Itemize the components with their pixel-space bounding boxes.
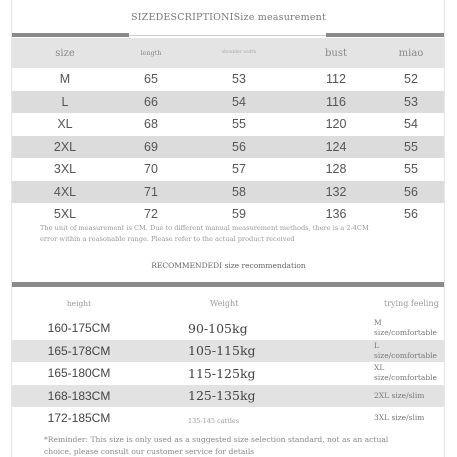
- header-height: height: [66, 299, 92, 308]
- cell-shoulder: 53: [232, 72, 246, 87]
- cell-length: 69: [144, 139, 158, 154]
- cell-length: 66: [144, 94, 158, 109]
- cell-size: 2XL: [53, 139, 77, 154]
- title-bar-right: [326, 33, 444, 37]
- cell-shoulder: 54: [232, 94, 246, 109]
- table-row: [12, 407, 444, 430]
- cell-fit: 3XL size/slim: [374, 413, 425, 423]
- cell-miao: 52: [404, 72, 418, 87]
- table-header-row: [12, 290, 444, 317]
- cell-miao: 54: [404, 117, 418, 132]
- cell-fit: 2XL size/slim: [374, 390, 425, 400]
- cell-fit: M size/comfortable: [374, 318, 437, 338]
- cell-size: XL: [57, 117, 73, 132]
- size-measurement-table: [12, 38, 444, 226]
- cell-bust: 132: [325, 184, 347, 199]
- table-header-row: [12, 38, 444, 68]
- cell-height: 165-178CM: [47, 343, 111, 358]
- title-bar: [12, 282, 444, 287]
- cell-weight: 90-105kg: [188, 320, 248, 336]
- cell-miao: 53: [404, 94, 418, 109]
- table-row: [12, 68, 444, 91]
- cell-length: 72: [144, 207, 158, 222]
- cell-bust: 112: [326, 72, 346, 87]
- table-row: [12, 317, 444, 340]
- cell-height: 168-183CM: [47, 388, 111, 403]
- table-row: [12, 158, 444, 181]
- reminder-note: *Reminder: This size is only used as a suggested size selection standard, not as an actual choice, please consult our customer service for details: [44, 435, 389, 456]
- cell-bust: 124: [325, 139, 347, 154]
- cell-shoulder: 55: [232, 117, 246, 132]
- header-miao: miao: [398, 47, 424, 59]
- cell-weight: 125-135kg: [188, 388, 256, 404]
- table-row: [12, 91, 444, 114]
- cell-miao: 55: [404, 139, 418, 154]
- cell-length: 68: [144, 117, 158, 132]
- cell-shoulder: 59: [232, 207, 246, 222]
- cell-weight: 115-125kg: [188, 365, 256, 381]
- cell-length: 65: [144, 72, 158, 87]
- cell-height: 160-175CM: [47, 321, 111, 336]
- cell-shoulder: 56: [232, 139, 246, 154]
- size-measurement-title: SIZEDESCRIPTIONISize measurement: [131, 12, 326, 23]
- cell-miao: 55: [404, 162, 418, 177]
- size-recommendation-title: RECOMMENDEDI size recommendation: [151, 261, 306, 270]
- cell-weight: 105-115kg: [188, 343, 256, 359]
- cell-bust: 116: [326, 94, 346, 109]
- cell-bust: 128: [325, 162, 347, 177]
- cell-size: 5XL: [53, 207, 77, 222]
- header-size: size: [55, 47, 75, 59]
- cell-height: 165-180CM: [47, 366, 111, 381]
- cell-size: M: [59, 72, 71, 87]
- header-fit: trying feeling: [384, 299, 439, 308]
- cell-bust: 136: [325, 207, 347, 222]
- cell-bust: 120: [325, 117, 347, 132]
- table-row: [12, 113, 444, 136]
- table-row: [12, 181, 444, 204]
- cell-length: 70: [144, 162, 158, 177]
- size-recommendation-table: [12, 290, 444, 430]
- cell-weight: 135-145 cattles: [188, 416, 240, 425]
- table-row: [12, 136, 444, 159]
- cell-miao: 56: [404, 184, 418, 199]
- cell-size: L: [61, 94, 69, 109]
- title-bar-left: [12, 33, 129, 37]
- frame-right-border: [444, 0, 445, 457]
- table-row: [12, 385, 444, 408]
- header-shoulder: shoulder width: [221, 50, 257, 55]
- cell-fit: L size/comfortable: [374, 340, 437, 360]
- cell-fit: XL size/comfortable: [374, 363, 437, 383]
- measurement-note: The unit of measurement is CM. Due to different manual measurement methods, there is a 2-4CM error within a reasonable range. Please refer to the actual product received: [40, 224, 369, 243]
- cell-shoulder: 58: [232, 184, 246, 199]
- header-weight: Weight: [210, 299, 239, 308]
- cell-height: 172-185CM: [47, 411, 111, 426]
- cell-size: 3XL: [53, 162, 77, 177]
- header-length: length: [140, 48, 162, 57]
- cell-length: 71: [144, 184, 158, 199]
- cell-size: 4XL: [53, 184, 77, 199]
- cell-shoulder: 57: [232, 162, 246, 177]
- table-row: [12, 362, 444, 385]
- header-bust: bust: [325, 47, 347, 59]
- cell-miao: 56: [404, 207, 418, 222]
- table-row: [12, 340, 444, 363]
